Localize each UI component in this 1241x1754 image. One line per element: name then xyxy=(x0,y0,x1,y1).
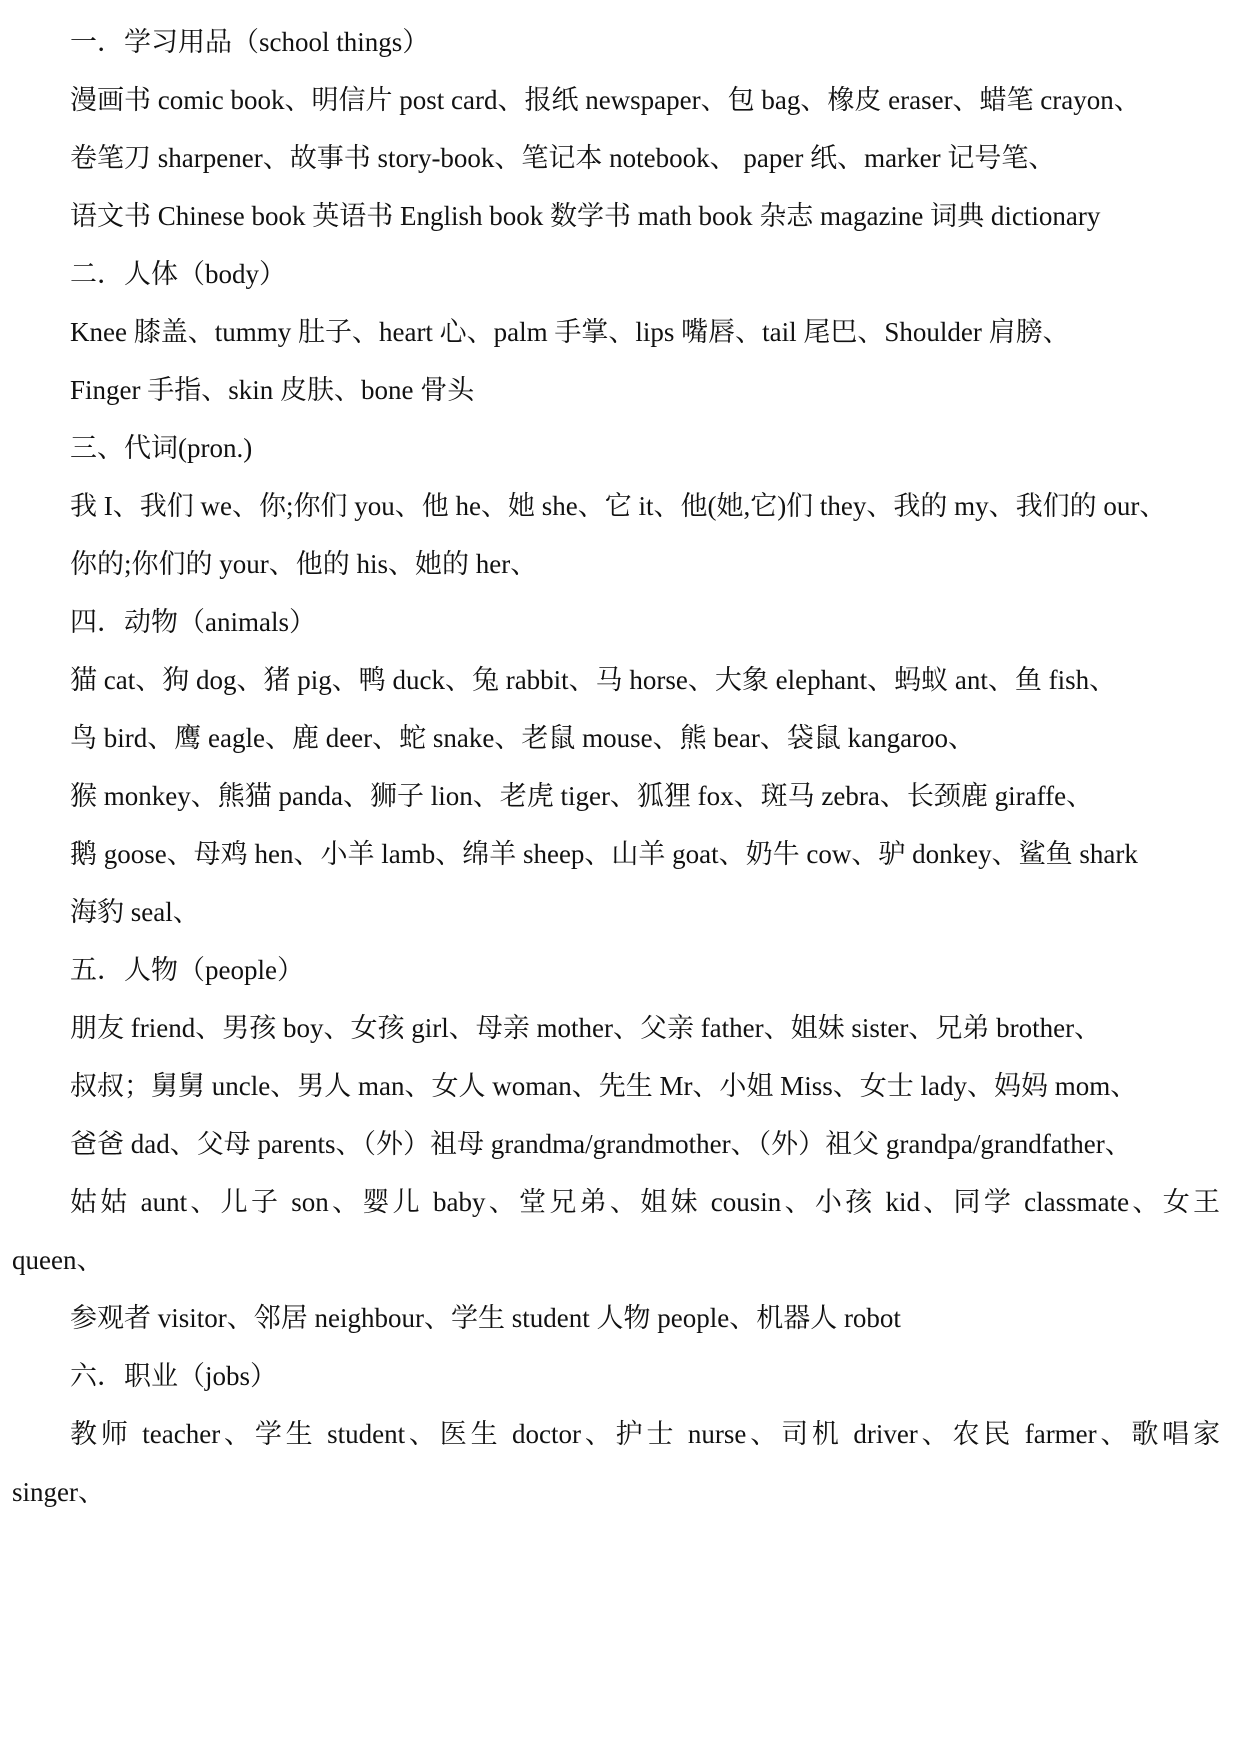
text-line: queen、 xyxy=(12,1245,104,1275)
text-line: 卷笔刀 sharpener、故事书 story-book、笔记本 notebook、 paper 纸、marker 记号笔、 xyxy=(70,143,1056,173)
section-heading: 五．人物（people） xyxy=(70,955,304,985)
text-line: 姑姑 aunt、儿子 son、婴儿 baby、堂兄弟、姐妹 cousin、小孩 kid、同学 classmate、女王 xyxy=(70,1187,1220,1217)
text-line: 猫 cat、狗 dog、猪 pig、鸭 duck、兔 rabbit、马 horse、大象 elephant、蚂蚁 ant、鱼 fish、 xyxy=(70,665,1117,695)
text-line: 鹅 goose、母鸡 hen、小羊 lamb、绵羊 sheep、山羊 goat、奶牛 cow、驴 donkey、鲨鱼 shark xyxy=(70,839,1138,869)
text-line: 教师 teacher、学生 student、医生 doctor、护士 nurse、司机 driver、农民 farmer、歌唱家 xyxy=(70,1419,1220,1449)
text-line: 海豹 seal、 xyxy=(70,897,200,927)
text-line: Knee 膝盖、tummy 肚子、heart 心、palm 手掌、lips 嘴唇、tail 尾巴、Shoulder 肩膀、 xyxy=(70,317,1070,347)
text-line: 叔叔；舅舅 uncle、男人 man、女人 woman、先生 Mr、小姐 Miss、女士 lady、妈妈 mom、 xyxy=(70,1071,1138,1101)
text-line: 我 I、我们 we、你;你们 you、他 he、她 she、它 it、他(她,它)们 they、我的 my、我们的 our、 xyxy=(70,491,1167,521)
text-line: 漫画书 comic book、明信片 post card、报纸 newspaper、包 bag、橡皮 eraser、蜡笔 crayon、 xyxy=(70,85,1141,115)
section-heading: 四．动物（animals） xyxy=(70,607,316,637)
text-line: 你的;你们的 your、他的 his、她的 her、 xyxy=(70,549,538,579)
section-heading: 二．人体（body） xyxy=(70,259,286,289)
text-line: 猴 monkey、熊猫 panda、狮子 lion、老虎 tiger、狐狸 fox、斑马 zebra、长颈鹿 giraffe、 xyxy=(70,781,1094,811)
text-line: 朋友 friend、男孩 boy、女孩 girl、母亲 mother、父亲 father、姐妹 sister、兄弟 brother、 xyxy=(70,1013,1102,1043)
text-line: Finger 手指、skin 皮肤、bone 骨头 xyxy=(70,375,475,405)
section-heading: 一．学习用品（school things） xyxy=(70,27,430,57)
text-line: 参观者 visitor、邻居 neighbour、学生 student 人物 people、机器人 robot xyxy=(70,1303,901,1333)
text-line: 爸爸 dad、父母 parents、（外）祖母 grandma/grandmother、（外）祖父 grandpa/grandfather、 xyxy=(70,1129,1132,1159)
text-line: 语文书 Chinese book 英语书 English book 数学书 math book 杂志 magazine 词典 dictionary xyxy=(70,201,1101,231)
section-heading: 六．职业（jobs） xyxy=(70,1361,278,1391)
text-line: singer、 xyxy=(12,1477,105,1507)
section-heading: 三、代词(pron.) xyxy=(70,433,253,463)
text-line: 鸟 bird、鹰 eagle、鹿 deer、蛇 snake、老鼠 mouse、熊 bear、袋鼠 kangaroo、 xyxy=(70,723,976,753)
